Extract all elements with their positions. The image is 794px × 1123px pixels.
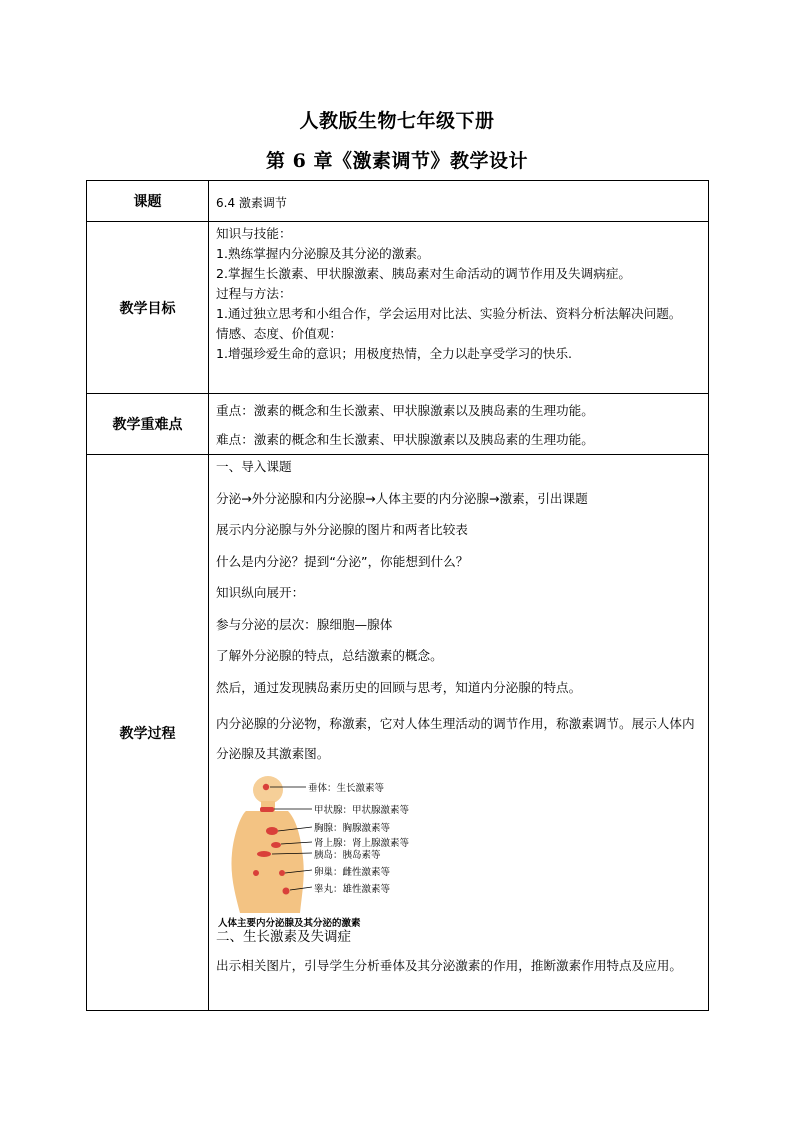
objectives-line: 知识与技能： [216, 226, 292, 241]
body-silhouette [231, 776, 303, 913]
gland-marker [279, 870, 285, 876]
row-topic [87, 181, 709, 222]
row-process [87, 455, 709, 1011]
gland-label-thyroid: 甲状腺：甲状腺激素等 [314, 805, 410, 816]
process-line: 一、导入课题 [216, 459, 292, 474]
objectives-line: 1.熟练掌握内分泌腺及其分泌的激素。 [216, 246, 430, 261]
process-content [209, 455, 709, 1011]
process-line: 内分泌腺的分泌物，称激素，它对人体生理活动的调节作用，称激素调节。展示人体内分泌腺及其激素图。 [216, 716, 695, 761]
row-keypoints [87, 394, 709, 455]
objectives-label: 教学目标 [87, 222, 209, 394]
process-line: 知识纵向展开： [216, 585, 305, 600]
row-objectives [87, 222, 709, 394]
torso-shape [231, 811, 303, 913]
document-title: 人教版生物七年级下册 [299, 110, 495, 132]
process-line: 出示相关图片，引导学生分析垂体及其分泌激素的作用，推断激素作用特点及应用。 [216, 958, 682, 973]
objectives-line: 1.增强珍爱生命的意识；用极度热情，全力以赴享受学习的快乐. [216, 346, 573, 361]
gland-marker [260, 807, 274, 812]
process-line: 二、生长激素及失调症 [216, 929, 351, 945]
objectives-content [209, 222, 709, 394]
topic-value: 6.4 激素调节 [209, 181, 709, 222]
endocrine-glands-figure [216, 773, 456, 929]
objectives-line: 2.掌握生长激素、甲状腺激素、胰岛素对生命活动的调节作用及失调病症。 [216, 266, 632, 281]
keypoint-line: 重点：激素的概念和生长激素、甲状腺激素以及胰岛素的生理功能。 [216, 403, 594, 418]
gland-label-pituitary: 垂体：生长激素等 [308, 783, 385, 794]
figure-caption: 人体主要内分泌腺及其分泌的激素 [218, 918, 361, 929]
process-line: 了解外分泌腺的特点，总结激素的概念。 [216, 648, 443, 663]
objectives-line: 1.通过独立思考和小组合作，学会运用对比法、实验分析法、资料分析法解决问题。 [216, 306, 682, 321]
gland-marker [271, 842, 281, 848]
keypoints-label: 教学重难点 [87, 394, 209, 455]
keypoints-content [209, 394, 709, 455]
lesson-plan-table [86, 180, 709, 1011]
gland-label-testis: 睾丸：雄性激素等 [314, 884, 391, 895]
gland-label-ovary: 卵巢：雌性激素等 [314, 867, 391, 878]
process-line: 展示内分泌腺与外分泌腺的图片和两者比较表 [216, 522, 468, 537]
gland-marker [283, 888, 290, 895]
process-line: 然后，通过发现胰岛素历史的回顾与思考，知道内分泌腺的特点。 [216, 679, 582, 695]
objectives-line: 过程与方法： [216, 286, 292, 301]
topic-label: 课题 [87, 181, 209, 222]
process-label: 教学过程 [87, 455, 209, 1011]
process-line: 分泌→外分泌腺和内分泌腺→人体主要的内分泌腺→激素，引出课题 [216, 490, 588, 506]
gland-label-pancreatic-islets: 胰岛：胰岛素等 [314, 850, 381, 861]
gland-label-thymus: 胸腺：胸腺激素等 [314, 823, 391, 834]
process-line: 什么是内分泌？提到“分泌”，你能想到什么？ [216, 553, 469, 569]
keypoint-line: 难点：激素的概念和生长激素、甲状腺激素以及胰岛素的生理功能。 [216, 432, 594, 447]
gland-marker [266, 827, 278, 835]
gland-marker [257, 851, 271, 857]
document-subtitle: 第 6 章《激素调节》教学设计 [266, 150, 528, 172]
head-shape [253, 776, 283, 804]
gland-marker [253, 870, 259, 876]
gland-marker [263, 784, 269, 790]
gland-label-adrenal: 肾上腺：肾上腺激素等 [314, 838, 410, 849]
objectives-line: 情感、态度、价值观： [216, 326, 342, 341]
process-line: 参与分泌的层次：腺细胞—腺体 [216, 616, 393, 632]
